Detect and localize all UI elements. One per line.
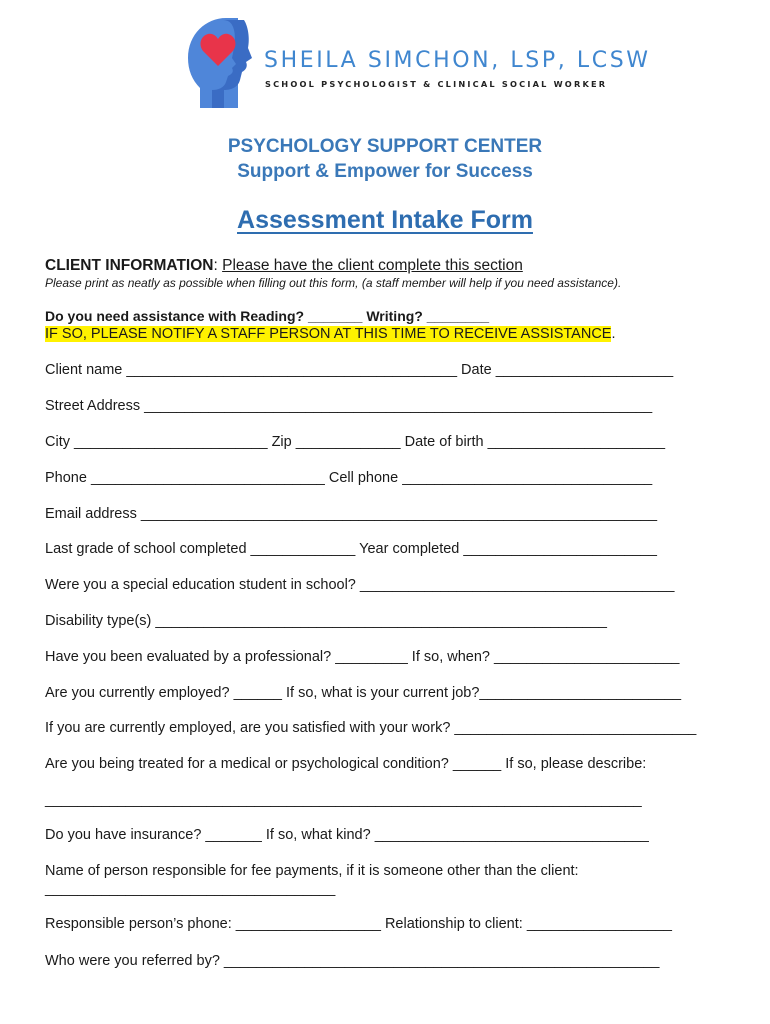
practitioner-subtitle: SCHOOL PSYCHOLOGIST & CLINICAL SOCIAL WORKER bbox=[265, 79, 608, 89]
field-referred-by[interactable]: Who were you referred by? ______________________________________________________ bbox=[45, 953, 660, 969]
field-last-grade[interactable]: Last grade of school completed _____________ Year completed ________________________ bbox=[45, 541, 657, 557]
field-client-name[interactable]: Client name _________________________________________ Date ______________________ bbox=[45, 362, 674, 378]
field-satisfied-work[interactable]: If you are currently employed, are you satisfied with your work? ______________________________ bbox=[45, 720, 697, 736]
head-heart-icon bbox=[188, 18, 258, 110]
org-name: PSYCHOLOGY SUPPORT CENTER bbox=[227, 136, 543, 157]
field-city-zip-dob[interactable]: City ________________________ Zip _____________ Date of birth ______________________ bbox=[45, 434, 666, 450]
field-special-education[interactable]: Were you a special education student in school? _______________________________________ bbox=[45, 577, 675, 593]
alert-end: . bbox=[611, 326, 616, 342]
field-employed[interactable]: Are you currently employed? ______ If so, what is your current job?_________________________ bbox=[45, 685, 682, 701]
field-responsible-phone[interactable]: Responsible person’s phone: __________________ Relationship to client: __________________ bbox=[45, 916, 672, 932]
tagline: Support & Empower for Success bbox=[237, 161, 533, 182]
assistance-question[interactable]: Do you need assistance with Reading? _______ Writing? ________ bbox=[45, 308, 490, 324]
practitioner-name: SHEILA SIMCHON, LSP, LCSW bbox=[264, 48, 651, 73]
field-evaluated[interactable]: Have you been evaluated by a professional? _________ If so, when? _______________________ bbox=[45, 649, 680, 665]
field-street-address[interactable]: Street Address _______________________________________________________________ bbox=[45, 398, 653, 414]
field-fee-person-line[interactable]: ____________________________________ bbox=[45, 881, 336, 897]
section-colon: : bbox=[213, 257, 223, 274]
section-instruction: Please have the client complete this section bbox=[222, 257, 523, 274]
field-email[interactable]: Email address ________________________________________________________________ bbox=[45, 506, 658, 522]
field-disability-type[interactable]: Disability type(s) ________________________________________________________ bbox=[45, 613, 607, 629]
logo bbox=[188, 18, 651, 110]
section-note: Please print as neatly as possible when filling out this form, (a staff member will help if you need assistance). bbox=[45, 276, 622, 290]
field-fee-person: Name of person responsible for fee payments, if it is someone other than the client: bbox=[45, 863, 579, 879]
section-label: CLIENT INFORMATION bbox=[45, 257, 214, 274]
field-insurance[interactable]: Do you have insurance? _______ If so, what kind? __________________________________ bbox=[45, 827, 649, 843]
section-heading bbox=[45, 257, 523, 275]
field-medical-condition[interactable]: Are you being treated for a medical or psychological condition? ______ If so, please describe: bbox=[45, 756, 647, 772]
field-phone[interactable]: Phone _____________________________ Cell phone _______________________________ bbox=[45, 470, 653, 486]
page-title: Assessment Intake Form bbox=[237, 206, 533, 234]
field-describe-line[interactable]: __________________________________________________________________________ bbox=[45, 792, 642, 808]
alert-highlight: IF SO, PLEASE NOTIFY A STAFF PERSON AT THIS TIME TO RECEIVE ASSISTANCE bbox=[45, 326, 612, 342]
assistance-alert bbox=[45, 326, 616, 342]
